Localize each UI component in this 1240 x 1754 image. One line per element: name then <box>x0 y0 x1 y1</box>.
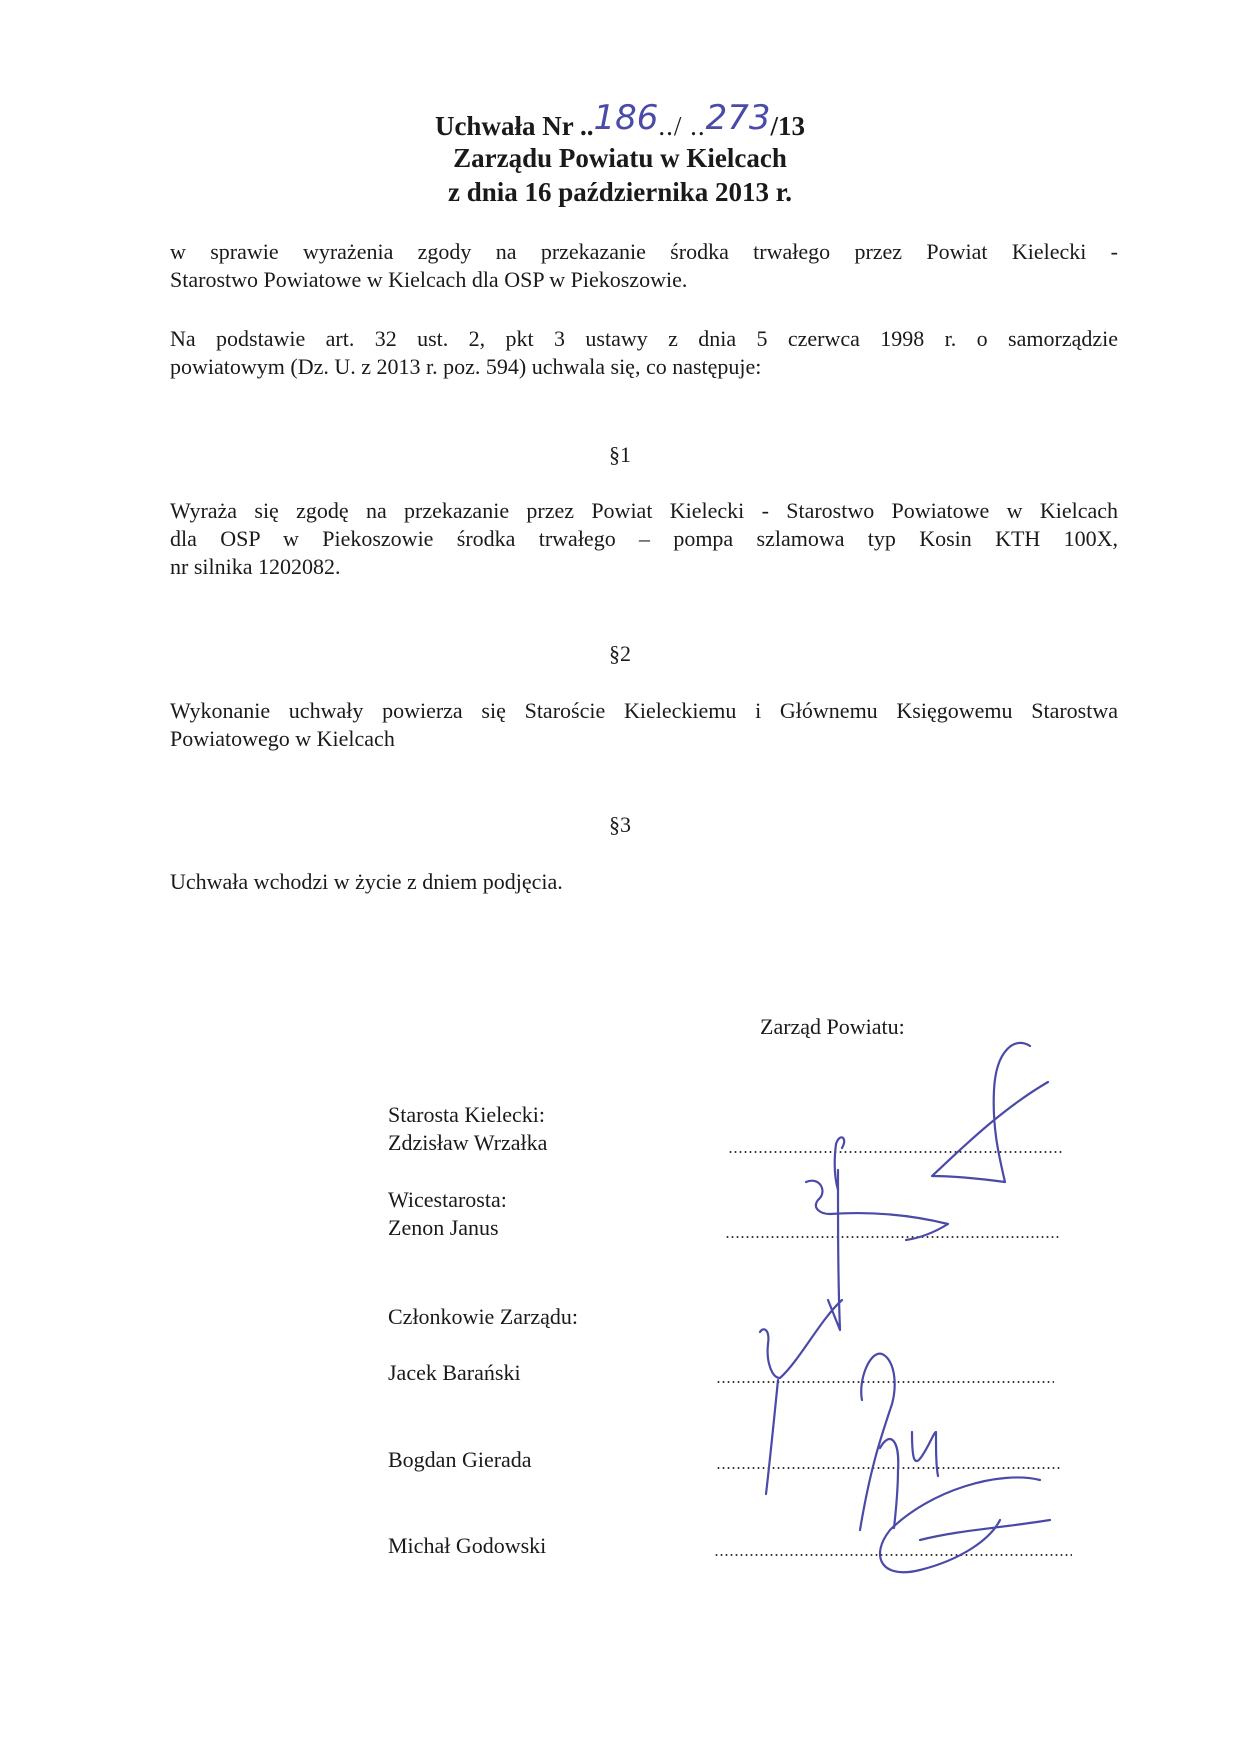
section-3-text <box>170 868 1118 896</box>
member-1-name: Jacek Barański <box>388 1360 521 1385</box>
board-line: Zarządu Powiatu w Kielcach <box>453 143 787 173</box>
handwritten-number-2: 273 <box>705 98 771 138</box>
signature-member-2-tail <box>912 1432 938 1476</box>
section-line: Wyraża się zgodę na przekazanie przez Powiat Kielecki - Starostwo Powiatowe w Kielcach <box>170 498 1118 523</box>
section-line: nr silnika 1202082. <box>170 554 341 579</box>
vice-role: Wicestarosta: <box>388 1187 507 1212</box>
starosta-role: Starosta Kielecki: <box>388 1102 546 1127</box>
section-1-mark: §1 <box>609 442 631 467</box>
subject-paragraph <box>170 238 1118 294</box>
member-2-name: Bogdan Gierada <box>388 1447 532 1472</box>
section-1-text <box>170 497 1118 581</box>
signatures-heading: Zarząd Powiatu: <box>760 1014 905 1039</box>
handwritten-number-1: 186 <box>593 98 659 138</box>
signature-member-1 <box>760 1300 842 1378</box>
starosta-name: Zdzisław Wrzałka <box>388 1130 548 1155</box>
signature-vice <box>806 1181 948 1240</box>
signature-member-3 <box>880 1477 1040 1572</box>
subject-line: Starostwo Powiatowe w Kielcach dla OSP w Piekoszowie. <box>170 267 688 292</box>
signature-line-member-2 <box>716 1467 1060 1469</box>
date-line: z dnia 16 października 2013 r. <box>447 177 793 207</box>
title-prefix: Uchwała Nr .. <box>434 111 594 141</box>
members-heading: Członkowie Zarządu: <box>388 1304 578 1329</box>
section-2-text <box>170 697 1118 753</box>
section-2-mark: §2 <box>609 641 631 666</box>
signature-vice-stem <box>828 1170 840 1330</box>
signature-member-3-stroke <box>920 1520 1050 1540</box>
member-3-name: Michał Godowski <box>388 1533 547 1558</box>
basis-line: powiatowym (Dz. U. z 2013 r. poz. 594) uchwala się, co następuje: <box>170 354 762 379</box>
vice-name: Zenon Janus <box>388 1215 499 1240</box>
title-suffix: /13 <box>770 111 806 141</box>
signature-line-member-1 <box>716 1381 1054 1383</box>
section-3-mark: §3 <box>609 812 631 837</box>
signature-member-1-stem <box>766 1380 778 1494</box>
basis-line: Na podstawie art. 32 ust. 2, pkt 3 ustawy z dnia 5 czerwca 1998 r. o samorządzie <box>170 326 1118 351</box>
signature-member-2-loop <box>880 1439 898 1528</box>
section-line: dla OSP w Piekoszowie środka trwałego – pompa szlamowa typ Kosin KTH 100X, <box>170 526 1118 551</box>
subject-line: w sprawie wyrażenia zgody na przekazanie środka trwałego przez Powiat Kielecki - <box>170 239 1118 264</box>
signature-line-starosta <box>728 1151 1062 1153</box>
signature-line-vice <box>725 1236 1061 1238</box>
legal-basis-paragraph <box>170 325 1118 381</box>
section-line: Wykonanie uchwały powierza się Staroście Kieleckiemu i Głównemu Księgowemu Starostwa <box>170 698 1118 723</box>
signature-line-member-3 <box>714 1554 1072 1556</box>
section-line: Powiatowego w Kielcach <box>170 726 395 751</box>
signature-starosta <box>932 1043 1048 1182</box>
title-separator: ../ .. <box>658 111 706 141</box>
signature-starosta-hook <box>835 1137 844 1190</box>
section-line: Uchwała wchodzi w życie z dniem podjęcia. <box>170 869 563 894</box>
resolution-title <box>0 98 1240 144</box>
